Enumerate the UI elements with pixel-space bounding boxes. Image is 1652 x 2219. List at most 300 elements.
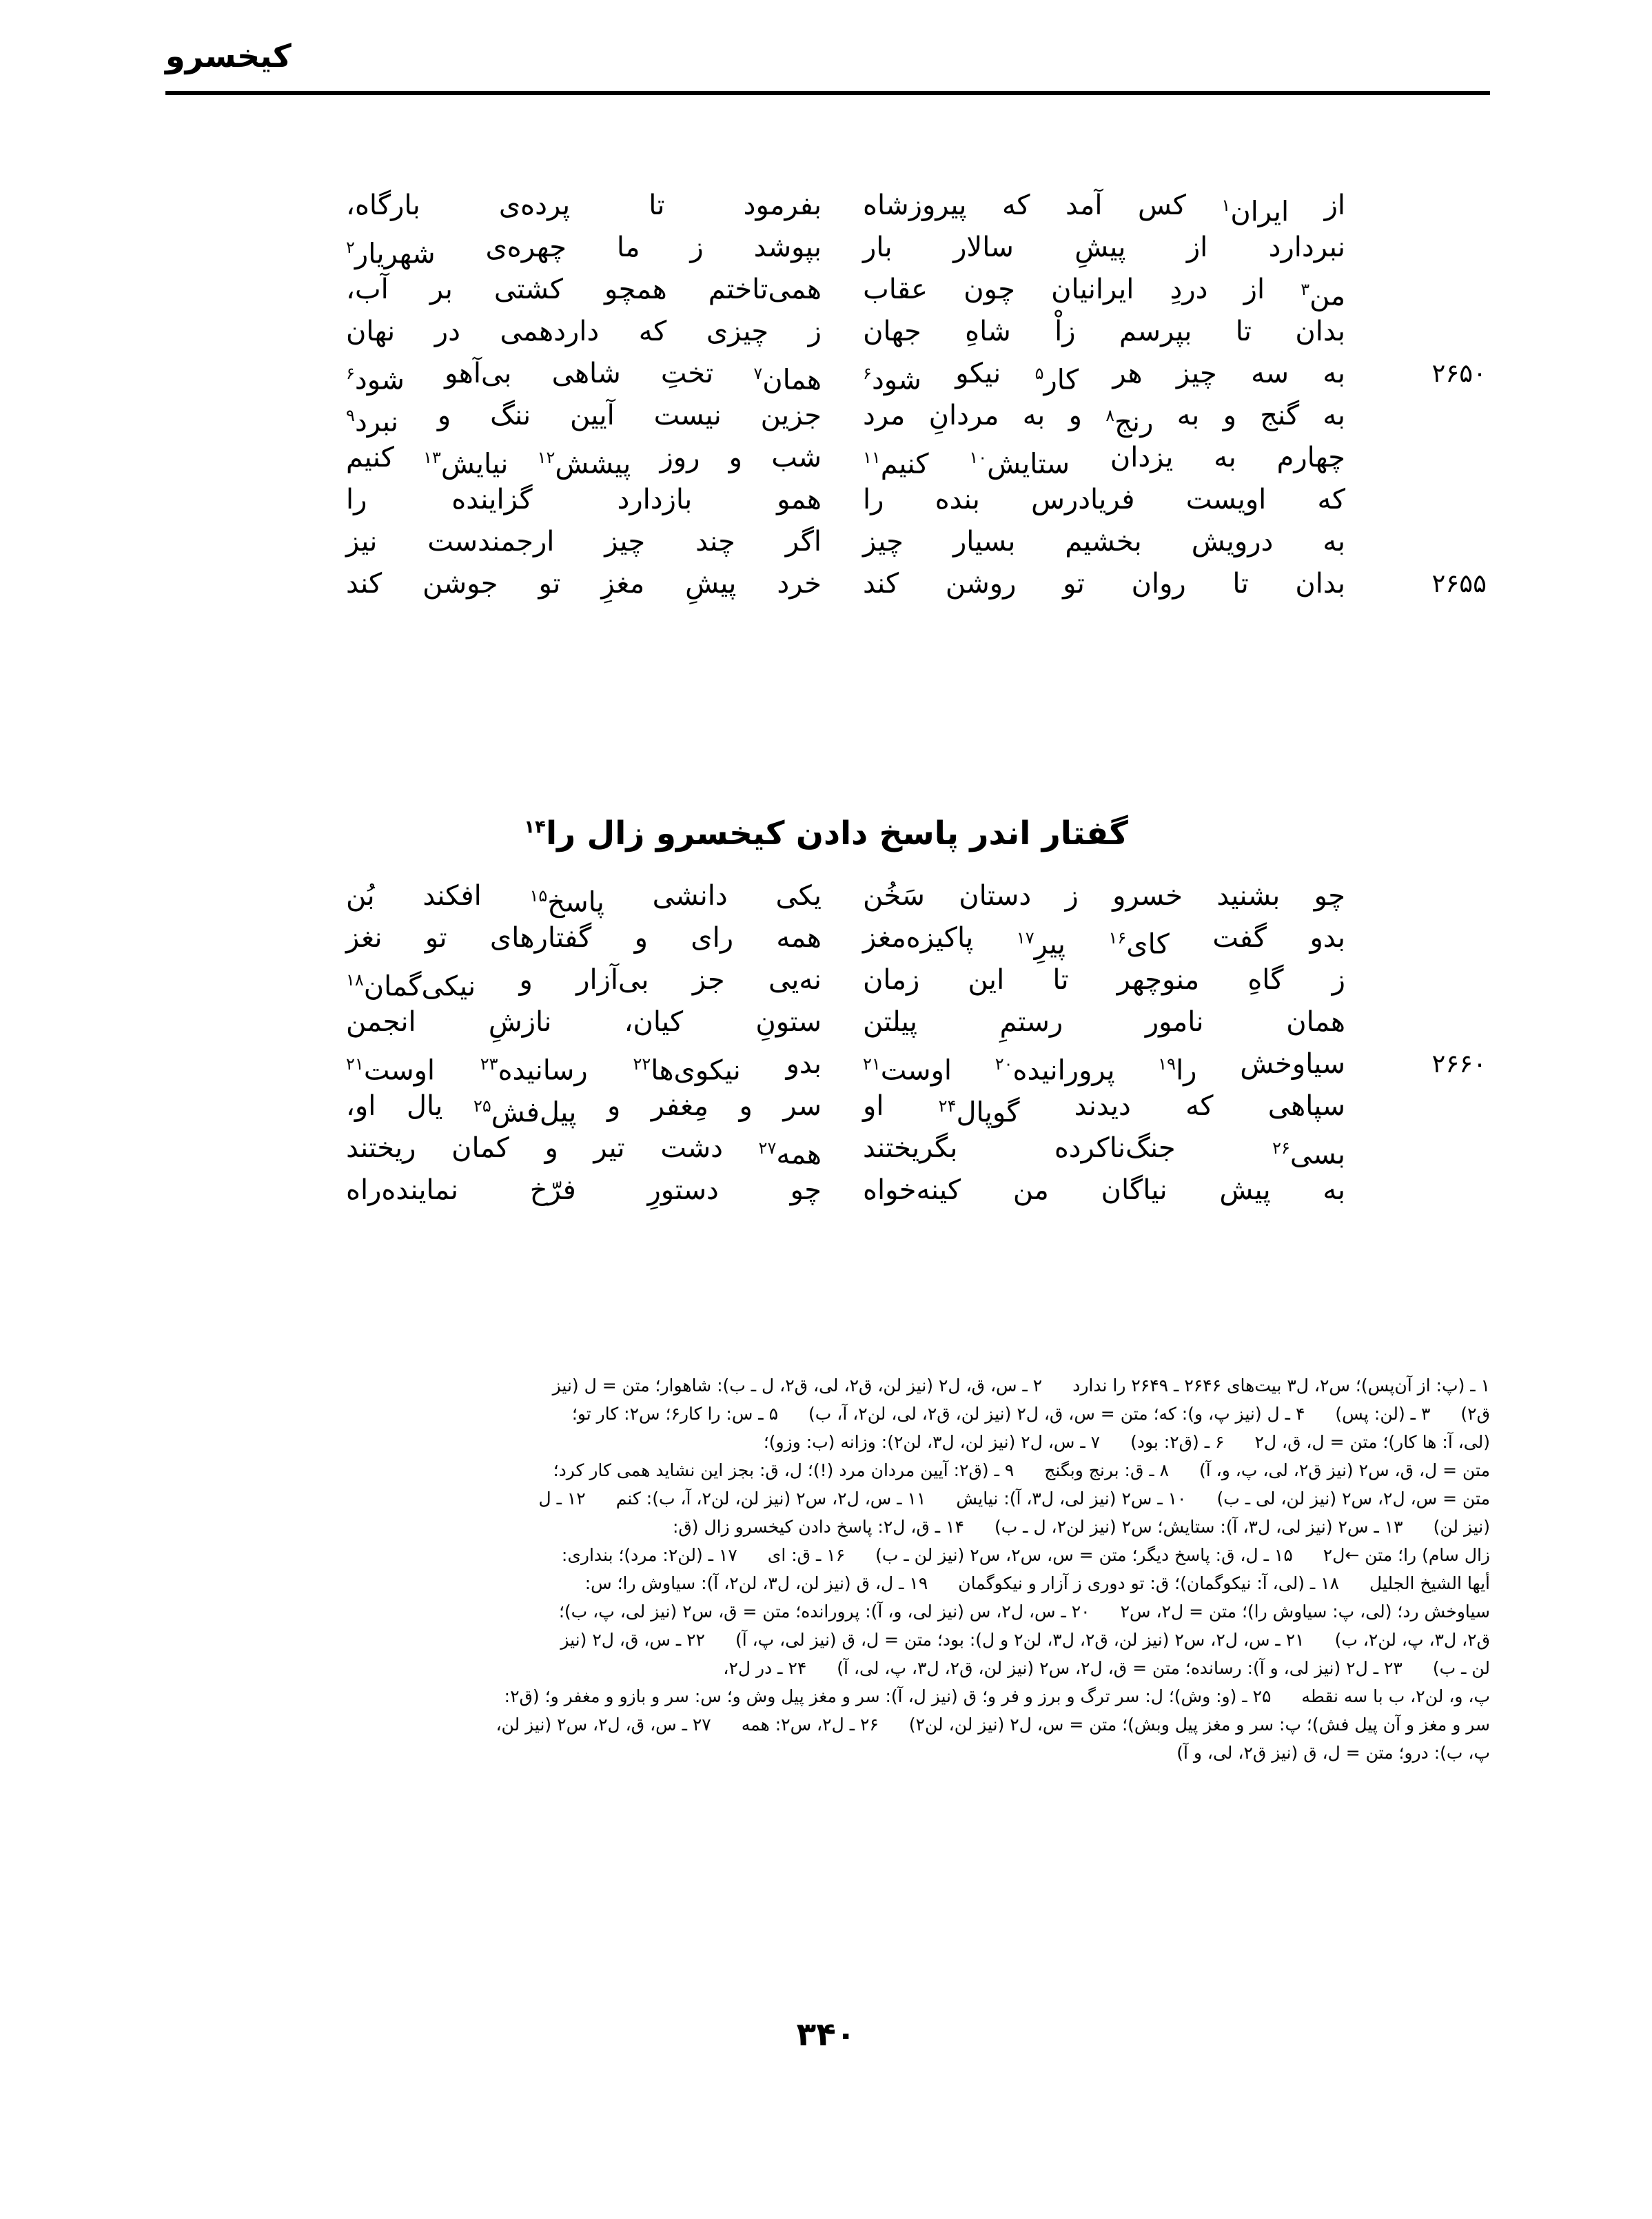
verse-word: رسانیده$^{۲۳}$ bbox=[480, 1054, 588, 1087]
verse-word: و bbox=[728, 442, 742, 473]
verse-word: نماینده‌راه bbox=[346, 1174, 458, 1206]
verse-word: کنیم$^{۱۱}$ bbox=[863, 448, 929, 480]
verse-word: کار$^۵$ bbox=[1034, 364, 1079, 396]
section-heading bbox=[0, 815, 1652, 852]
verse-word: اویست bbox=[1185, 484, 1267, 515]
verse-word: نغز bbox=[346, 922, 383, 954]
verse-word: پرورانیده$^{۲۰}$ bbox=[995, 1054, 1115, 1087]
footnote-line bbox=[162, 1541, 1490, 1569]
verse-word: همه bbox=[776, 922, 822, 954]
verse-word: بُن bbox=[346, 880, 375, 912]
verse-word: بپوشد bbox=[753, 232, 822, 263]
verse-word: سر bbox=[783, 1090, 822, 1122]
verse-word: به bbox=[1176, 400, 1200, 431]
footnote-entry: (نیز لن) bbox=[1433, 1517, 1490, 1537]
hemistich-first bbox=[863, 269, 1345, 316]
hemistich-second bbox=[346, 1001, 822, 1043]
footnote-entry: ۲۷ ـ س، ق، ل۲، س۲ (نیز لن، bbox=[496, 1715, 711, 1735]
variant-marker: ۸ bbox=[1105, 406, 1115, 425]
verse-word: ز bbox=[690, 232, 704, 263]
verse-word: جهان bbox=[863, 316, 921, 347]
verse-word: بر bbox=[429, 274, 453, 305]
verse-word: پرده‌ی bbox=[498, 190, 571, 221]
footnote-line bbox=[162, 1739, 1490, 1767]
hemistich-first bbox=[863, 1127, 1345, 1175]
footnote-entry: ۱۳ ـ س۲ (نیز لی، ل۳، آ): ستایش؛ س۲ (نیز لن۲، ل ـ ب) bbox=[994, 1517, 1403, 1537]
verse-word: نیاگان bbox=[1101, 1174, 1167, 1206]
verse-word: او، bbox=[346, 1090, 376, 1122]
variant-marker: ۲۷ bbox=[758, 1138, 777, 1158]
verse-word: هر bbox=[1112, 358, 1143, 389]
variant-marker: ۲۵ bbox=[473, 1096, 491, 1116]
variant-marker: ۲۴ bbox=[938, 1096, 957, 1116]
verse-word: ستایش$^{۱۰}$ bbox=[969, 448, 1070, 480]
hemistich-first bbox=[863, 1043, 1345, 1091]
verse-word: همان$^۷$ bbox=[753, 364, 822, 396]
verse-word: اوست$^{۲۱}$ bbox=[346, 1054, 436, 1087]
verse-word: بازدارد bbox=[617, 484, 693, 515]
couplet bbox=[339, 875, 1345, 917]
verse-word: به bbox=[1214, 442, 1236, 473]
verse-word: گوپال$^{۲۴}$ bbox=[938, 1096, 1020, 1129]
verse-word: بسی$^{۲۶}$ bbox=[1272, 1138, 1345, 1171]
footnote-entry: ۶ ـ (ق۲: بود) bbox=[1130, 1432, 1225, 1452]
verse-word: چون bbox=[963, 274, 1015, 305]
verse-word: بگریختند bbox=[863, 1132, 958, 1164]
hemistich-second bbox=[346, 563, 822, 604]
variant-marker: ۱۰ bbox=[969, 448, 988, 467]
section-heading-text: گفتار اندر پاسخ دادن کیخسرو زال را bbox=[545, 815, 1128, 852]
verse-word: آیین bbox=[569, 400, 615, 431]
footnote-entry: متن = ل، ق، س۲ (نیز ق۲، لی، پ، و، آ) bbox=[1199, 1460, 1490, 1480]
verse-line-number: ۲۶۶۰ bbox=[1431, 1049, 1487, 1078]
verse-word: کند bbox=[863, 568, 899, 600]
footnote-entry: ۲۳ ـ ل۲ (نیز لی، و آ): رسانده؛ متن = ق، ل۲، س۲ (نیز لن، ق۲، ل۳، پ، لی، آ) bbox=[837, 1658, 1403, 1678]
footnote-entry: ق۲، ل۳، پ، لن۲، ب) bbox=[1334, 1630, 1490, 1650]
hemistich-second bbox=[346, 311, 822, 352]
verse-word: همو bbox=[777, 484, 822, 515]
verse-word: یال bbox=[406, 1090, 443, 1122]
verse-word: روز bbox=[660, 442, 700, 473]
footnote-entry: ۴ ـ ل (نیز پ، و): که؛ متن = س، ق، ل۲ (نیز لن، ق۲، لی، لن۲، آ، ب) bbox=[808, 1404, 1305, 1424]
verse-word: ز bbox=[1065, 880, 1079, 912]
verse-word: چیز bbox=[1176, 358, 1217, 389]
footnote-entry: ۹ ـ (ق۲: آیین مردان مرد (!)؛ ل، ق: بجز این نشاید همی کار کرد؛ bbox=[553, 1460, 1014, 1480]
footnote-entry: ۱۰ ـ س۲ (نیز لی، ل۳، آ): نیایش bbox=[956, 1489, 1187, 1509]
verse-word: نیکی‌گمان$^{۱۸}$ bbox=[346, 970, 476, 1003]
footnote-entry: متن = س، ل۲، س۲ (نیز لن، لی ـ ب) bbox=[1216, 1489, 1490, 1509]
verse-word: مِغفر bbox=[651, 1090, 708, 1122]
verse-word: اگر bbox=[785, 526, 822, 558]
couplet bbox=[339, 521, 1345, 563]
verse-word: ریختند bbox=[346, 1132, 416, 1164]
verse-word: سالار bbox=[953, 232, 1014, 263]
footnote-entry: ۱۷ ـ (لن۲: مرد)؛ بنداری: bbox=[561, 1545, 737, 1565]
verse-word: شاهِ bbox=[965, 316, 1011, 347]
hemistich-first bbox=[863, 1169, 1345, 1211]
hemistich-second bbox=[346, 1127, 822, 1175]
verse-word: چیزی bbox=[706, 316, 769, 347]
verse-word: مرد bbox=[863, 400, 906, 431]
verse-word: کس bbox=[1137, 190, 1186, 221]
verse-word: ارجمندست bbox=[427, 526, 555, 558]
verse-word: دستورِ bbox=[647, 1174, 719, 1206]
couplet bbox=[339, 563, 1487, 605]
verse-word: تو bbox=[538, 568, 561, 600]
variant-marker: ۹ bbox=[346, 406, 355, 425]
verse-word: همی‌تاختم bbox=[708, 274, 822, 305]
footnote-line bbox=[162, 1710, 1490, 1739]
footnote-entry: (لی، آ: ها کار)؛ متن = ل، ق، ل۲ bbox=[1254, 1432, 1490, 1452]
couplet bbox=[339, 479, 1345, 521]
verse-word: نیایش$^{۱۳}$ bbox=[423, 448, 509, 480]
verse-word: بدو bbox=[786, 1048, 822, 1080]
verse-word: رای bbox=[691, 922, 734, 954]
footnote-line bbox=[162, 1682, 1490, 1710]
verse-word: گفت bbox=[1212, 922, 1267, 954]
footnote-line bbox=[162, 1371, 1490, 1400]
hemistich-first bbox=[863, 227, 1345, 268]
footnote-entry: ۱۸ ـ (لی، آ: نیکوگمان)؛ ق: تو دوری ز آزار و نیکوگمان bbox=[958, 1573, 1340, 1593]
verse-word: پیروزشاه bbox=[863, 190, 967, 221]
verse-word: که bbox=[1185, 1090, 1214, 1122]
verse-word: جنگ‌ناکرده bbox=[1054, 1132, 1176, 1164]
couplet bbox=[339, 1043, 1487, 1087]
verse-word: و bbox=[544, 1132, 558, 1164]
verse-word: ایران$^۱$ bbox=[1221, 196, 1289, 228]
verse-word: زمان bbox=[863, 964, 920, 996]
section-heading-note: ۱۴ bbox=[524, 817, 546, 838]
verse-word: مردانِ bbox=[928, 400, 999, 431]
verse-word: بی‌آزار bbox=[576, 964, 649, 996]
verse-word: پاکیزه‌مغز bbox=[863, 922, 974, 954]
verse-word: ما bbox=[616, 232, 640, 263]
verse-word: و bbox=[519, 964, 533, 996]
verse-word: نازشِ bbox=[488, 1006, 552, 1038]
verse-word: نیست bbox=[653, 400, 722, 431]
verse-word: در bbox=[434, 316, 460, 347]
variant-marker: ۱۳ bbox=[423, 448, 441, 467]
verse-word: سپاهی bbox=[1267, 1090, 1345, 1122]
verse-word: من bbox=[1012, 1174, 1049, 1206]
verse-word: که bbox=[1002, 190, 1030, 221]
footnote-entry: ۱۹ ـ ل، ق (نیز لن، ل۳، لن۲، آ): سیاوش را؛ س: bbox=[584, 1573, 928, 1593]
verse-word: پیش bbox=[1219, 1174, 1271, 1206]
footnote-entry: ۲۵ ـ (و: وش)؛ ل: سر ترگ و برز و فر و؛ ق (نیز ل، آ): سر و مغز پیل وش و؛ س: سر و بازو و مغفر و؛ (ق۲: bbox=[504, 1686, 1272, 1706]
verse-word: که bbox=[638, 316, 667, 347]
folio-number: ۳۴۰ bbox=[796, 2016, 856, 2054]
verse-word: تختِ bbox=[660, 358, 714, 389]
verse-word: تو bbox=[425, 922, 447, 954]
hemistich-first bbox=[863, 1085, 1345, 1133]
footnote-line bbox=[162, 1456, 1490, 1484]
verse-word: از bbox=[1186, 232, 1208, 263]
verse-word: ایرانیان bbox=[1051, 274, 1134, 305]
verse-word: تا bbox=[1232, 568, 1249, 600]
verse-word: فرّخ bbox=[529, 1174, 576, 1206]
verse-word: پیشِ bbox=[685, 568, 737, 600]
verse-word: مغزِ bbox=[601, 568, 645, 600]
verse-word: کشتی bbox=[493, 274, 564, 305]
footnote-entry: ۱۲ ـ ل bbox=[538, 1489, 586, 1509]
verse-word: به bbox=[1323, 358, 1345, 389]
verse-word: انجمن bbox=[346, 1006, 416, 1038]
verse-word: گاهِ bbox=[1247, 964, 1284, 996]
verse-word: اوست$^{۲۱}$ bbox=[863, 1054, 952, 1087]
verse-word: شب bbox=[771, 442, 822, 473]
hemistich-first bbox=[863, 875, 1345, 917]
verse-word: فریادرس bbox=[1031, 484, 1135, 515]
verse-word: به bbox=[1323, 400, 1345, 431]
verse-word: کمان bbox=[451, 1132, 509, 1164]
verse-word: نامور bbox=[1145, 1006, 1204, 1038]
hemistich-second bbox=[346, 227, 822, 274]
verse-word: از bbox=[1324, 190, 1345, 221]
variant-marker: ۱۵ bbox=[529, 886, 548, 906]
verse-line-number: ۲۶۵۵ bbox=[1431, 569, 1487, 598]
couplet bbox=[339, 353, 1487, 396]
running-head bbox=[165, 37, 1487, 95]
hemistich-first bbox=[863, 959, 1345, 1001]
variant-marker: ۱۲ bbox=[537, 448, 555, 467]
footnote-entry: ۲۴ ـ در ل۲، bbox=[723, 1658, 807, 1678]
footnote-entry: أیها الشیخ الجلیل bbox=[1369, 1573, 1490, 1593]
verse-word: چهارم bbox=[1276, 442, 1345, 473]
verse-word: نیز bbox=[346, 526, 378, 558]
variant-marker: ۲۱ bbox=[346, 1054, 364, 1074]
footnote-line bbox=[162, 1400, 1490, 1428]
verse-word: که bbox=[1317, 484, 1345, 515]
verse-word: به bbox=[1323, 526, 1345, 558]
footnote-entry: لن ـ ب) bbox=[1432, 1658, 1490, 1678]
verse-word: کیان، bbox=[624, 1006, 684, 1038]
variant-marker: ۲۳ bbox=[480, 1054, 498, 1074]
variant-marker: ۱۶ bbox=[1108, 928, 1127, 948]
verse-word: دردِ bbox=[1170, 274, 1208, 305]
footnote-entry: ق۲) bbox=[1460, 1404, 1490, 1424]
verse-word: بفرمود bbox=[743, 190, 822, 221]
hemistich-second bbox=[346, 917, 822, 959]
verse-word: پیرِ$^{۱۷}$ bbox=[1016, 928, 1065, 961]
verse-word: تا bbox=[1235, 316, 1252, 347]
hemistich-first bbox=[863, 563, 1345, 604]
verse-word: سیاوخش bbox=[1240, 1048, 1345, 1080]
verse-word: بسیار bbox=[952, 526, 1016, 558]
hemistich-second bbox=[346, 269, 822, 310]
footnote-entry: ۱۶ ـ ق: ای bbox=[767, 1545, 846, 1565]
verse-word: بنده bbox=[935, 484, 980, 515]
verse-word: گزاینده bbox=[451, 484, 533, 515]
verse-word: منوچهر bbox=[1116, 964, 1200, 996]
variant-marker: ۱۹ bbox=[1158, 1054, 1176, 1074]
hemistich-second bbox=[346, 521, 822, 562]
footnote-line bbox=[162, 1513, 1490, 1541]
verse-word: دشت bbox=[660, 1132, 723, 1164]
verse-word: شاهی bbox=[551, 358, 621, 389]
footnote-entry: زال سام) را؛ متن ←ل۲ bbox=[1323, 1545, 1490, 1565]
variant-marker: ۱۱ bbox=[863, 448, 881, 467]
footnote-line bbox=[162, 1654, 1490, 1682]
verse-word: و bbox=[634, 922, 648, 954]
footnote-entry: ۸ ـ ق: برنج وبگنج bbox=[1044, 1460, 1170, 1480]
verse-word: داردهمی bbox=[500, 316, 600, 347]
footnote-line bbox=[162, 1597, 1490, 1626]
verse-word: پیل‌فش$^{۲۵}$ bbox=[473, 1096, 577, 1129]
verse-word: را bbox=[863, 484, 884, 515]
hemistich-second bbox=[346, 353, 822, 400]
couplet bbox=[339, 959, 1345, 1001]
hemistich-second bbox=[346, 185, 822, 226]
verse-word: ز bbox=[1332, 964, 1345, 996]
verse-word: چند bbox=[695, 526, 735, 558]
hemistich-first bbox=[863, 437, 1345, 484]
couplet bbox=[339, 311, 1345, 353]
verse-word: چیز bbox=[863, 526, 904, 558]
variant-marker: ۲۲ bbox=[633, 1054, 651, 1074]
verse-word: ننگ bbox=[490, 400, 531, 431]
verse-word: بی‌آهو bbox=[445, 358, 512, 389]
verse-word: نهان bbox=[346, 316, 396, 347]
verse-word: کنیم bbox=[346, 442, 394, 473]
verse-word: به bbox=[1022, 400, 1046, 431]
verse-word: شود$^۶$ bbox=[863, 364, 921, 396]
footnote-entry: ۲۶ ـ ل۲، س۲: همه bbox=[741, 1715, 879, 1735]
hemistich-second bbox=[346, 395, 822, 442]
verse-word: درویش bbox=[1191, 526, 1274, 558]
verse-word: افکند bbox=[422, 880, 482, 912]
variant-marker: ۶ bbox=[346, 364, 355, 383]
hemistich-first bbox=[863, 479, 1345, 520]
verse-word: پیلتن bbox=[863, 1006, 917, 1038]
verse-word: روان bbox=[1131, 568, 1186, 600]
verse-word: را$^{۱۹}$ bbox=[1158, 1054, 1197, 1087]
verse-word: جز bbox=[692, 964, 725, 996]
verse-word: ستونِ bbox=[755, 1006, 822, 1038]
verse-word: و bbox=[1223, 400, 1236, 431]
hemistich-second bbox=[346, 1169, 822, 1211]
footnote-entry: ۱۴ ـ ق، ل۲: پاسخ دادن کیخسرو زال (ق: bbox=[672, 1517, 964, 1537]
verse-word: چو bbox=[790, 1174, 822, 1206]
verse-word: آب، bbox=[346, 274, 389, 305]
verse-word: از bbox=[1243, 274, 1265, 305]
couplet bbox=[339, 437, 1345, 479]
hemistich-second bbox=[346, 959, 822, 1007]
verse-word: پاسخ$^{۱۵}$ bbox=[529, 886, 604, 919]
variant-marker: ۱ bbox=[1221, 196, 1231, 215]
verse-word: یزدان bbox=[1110, 442, 1174, 473]
hemistich-second bbox=[346, 479, 822, 520]
variant-marker: ۷ bbox=[753, 364, 763, 383]
footnote-entry: ۲۱ ـ س، ل۲، س۲ (نیز لن، ق۲، ل۳، لن۲ و ل): بود؛ متن = ل، ق (نیز لی، پ، آ) bbox=[735, 1630, 1305, 1650]
variant-marker: ۵ bbox=[1034, 364, 1044, 383]
verse-word: نیکوی‌ها$^{۲۲}$ bbox=[633, 1054, 741, 1087]
verse-word: عقاب bbox=[863, 274, 928, 305]
verse-word: چیز bbox=[604, 526, 646, 558]
verse-word: چهره‌ی bbox=[485, 232, 567, 263]
couplet bbox=[339, 1085, 1345, 1127]
couplet bbox=[339, 1001, 1345, 1043]
footnote-entry: پ، و، لن۲، ب با سه نقطه bbox=[1301, 1686, 1490, 1706]
footnote-entry: ۲۲ ـ س، ق، ل۲ (نیز bbox=[560, 1630, 705, 1650]
verse-word: روشن bbox=[945, 568, 1017, 600]
verse-word: و bbox=[739, 1090, 753, 1122]
verse-word: تا bbox=[649, 190, 665, 221]
verse-word: تا bbox=[1052, 964, 1069, 996]
footnotes bbox=[162, 1371, 1490, 1767]
variant-marker: ۱۷ bbox=[1016, 928, 1034, 948]
verse-word: نه‌یی bbox=[768, 964, 822, 996]
verse-word: چو bbox=[1314, 880, 1345, 912]
footnote-entry: ۱ ـ (پ: از آن‌پس)؛ س۲، ل۳ بیت‌های ۲۶۴۶ ـ ۲۶۴۹ را ندارد bbox=[1072, 1376, 1490, 1395]
verse-word: بخشیم bbox=[1065, 526, 1142, 558]
verse-word: همان bbox=[1286, 1006, 1345, 1038]
footnote-entry: ۱۵ ـ ل، ق: پاسخ دیگر؛ متن = س، س۲، س۲ (نیز لن ـ ب) bbox=[875, 1545, 1293, 1565]
verse-word: و bbox=[606, 1090, 621, 1122]
footnote-line bbox=[162, 1484, 1490, 1513]
footnote-entry: ۵ ـ س: را کار۶؛ س۲: کار تو؛ bbox=[571, 1404, 779, 1424]
verse-word: دستان bbox=[959, 880, 1032, 912]
verse-word: کای$^{۱۶}$ bbox=[1108, 928, 1170, 961]
verse-word: او bbox=[863, 1090, 884, 1122]
verse-word: تیر bbox=[593, 1132, 625, 1164]
footnote-entry: ۳ ـ (لن: پس) bbox=[1335, 1404, 1431, 1424]
verse-word: به bbox=[1323, 1174, 1345, 1206]
verse-word: نیکو bbox=[955, 358, 1001, 389]
verse-word: رستمِ bbox=[999, 1006, 1063, 1038]
verse-word: بار bbox=[863, 232, 893, 263]
verse-word: خسرو bbox=[1112, 880, 1183, 912]
verse-word: این bbox=[968, 964, 1005, 996]
variant-marker: ۶ bbox=[863, 364, 872, 383]
hemistich-first bbox=[863, 395, 1345, 442]
hemistich-first bbox=[863, 521, 1345, 562]
hemistich-first bbox=[863, 917, 1345, 965]
verse-word: دانشی bbox=[652, 880, 728, 912]
variant-marker: ۲۶ bbox=[1272, 1138, 1290, 1158]
footnote-entry: ۱۱ ـ س، ل۲، س۲ (نیز لن، لن۲، آ، ب): کنم bbox=[615, 1489, 926, 1509]
running-head-title: کیخسرو bbox=[165, 37, 292, 74]
variant-marker: ۲ bbox=[346, 238, 355, 257]
verse-word: بدان bbox=[1295, 568, 1345, 600]
verse-word: و bbox=[1068, 400, 1082, 431]
verse-word: تو bbox=[1063, 568, 1085, 600]
footnote-entry: سیاوخش رد؛ (لی، پ: سیاوش را)؛ متن = ل۲، س۲ bbox=[1120, 1602, 1490, 1622]
hemistich-second bbox=[346, 875, 822, 923]
verse-word: سه bbox=[1251, 358, 1289, 389]
verse-word: بارگاه، bbox=[346, 190, 420, 221]
verse-word: من$^۳$ bbox=[1301, 280, 1345, 312]
couplet bbox=[339, 185, 1345, 227]
hemistich-second bbox=[346, 1043, 822, 1091]
couplet bbox=[339, 227, 1345, 269]
verse-word: یکی bbox=[775, 880, 822, 912]
couplet bbox=[339, 269, 1345, 311]
verse-word: نبرد$^۹$ bbox=[346, 406, 399, 438]
verse-word: پیشش$^{۱۲}$ bbox=[537, 448, 631, 480]
footnote-entry: ۷ ـ س، ل۲ (نیز لن، ل۳، لن۲): وزانه (ب: وزو)؛ bbox=[763, 1432, 1101, 1452]
verse-word: خرد bbox=[777, 568, 822, 600]
footnote-line bbox=[162, 1428, 1490, 1456]
verse-word: جزین bbox=[760, 400, 822, 431]
verse-word: زاْ bbox=[1054, 316, 1076, 347]
footnote-line bbox=[162, 1626, 1490, 1654]
couplet bbox=[339, 395, 1345, 437]
variant-marker: ۲۱ bbox=[863, 1054, 881, 1074]
verse-word: ز bbox=[808, 316, 822, 347]
footnote-entry: ۲۰ ـ س، ل۲، س (نیز لی، و، آ): پرورانده؛ متن = ق، س۲ (نیز لی، پ، ب)؛ bbox=[558, 1602, 1090, 1622]
footnote-entry: پ، ب): درو؛ متن = ل، ق (نیز ق۲، لی، و آ) bbox=[1176, 1743, 1490, 1763]
verse-line-number: ۲۶۵۰ bbox=[1431, 358, 1487, 388]
